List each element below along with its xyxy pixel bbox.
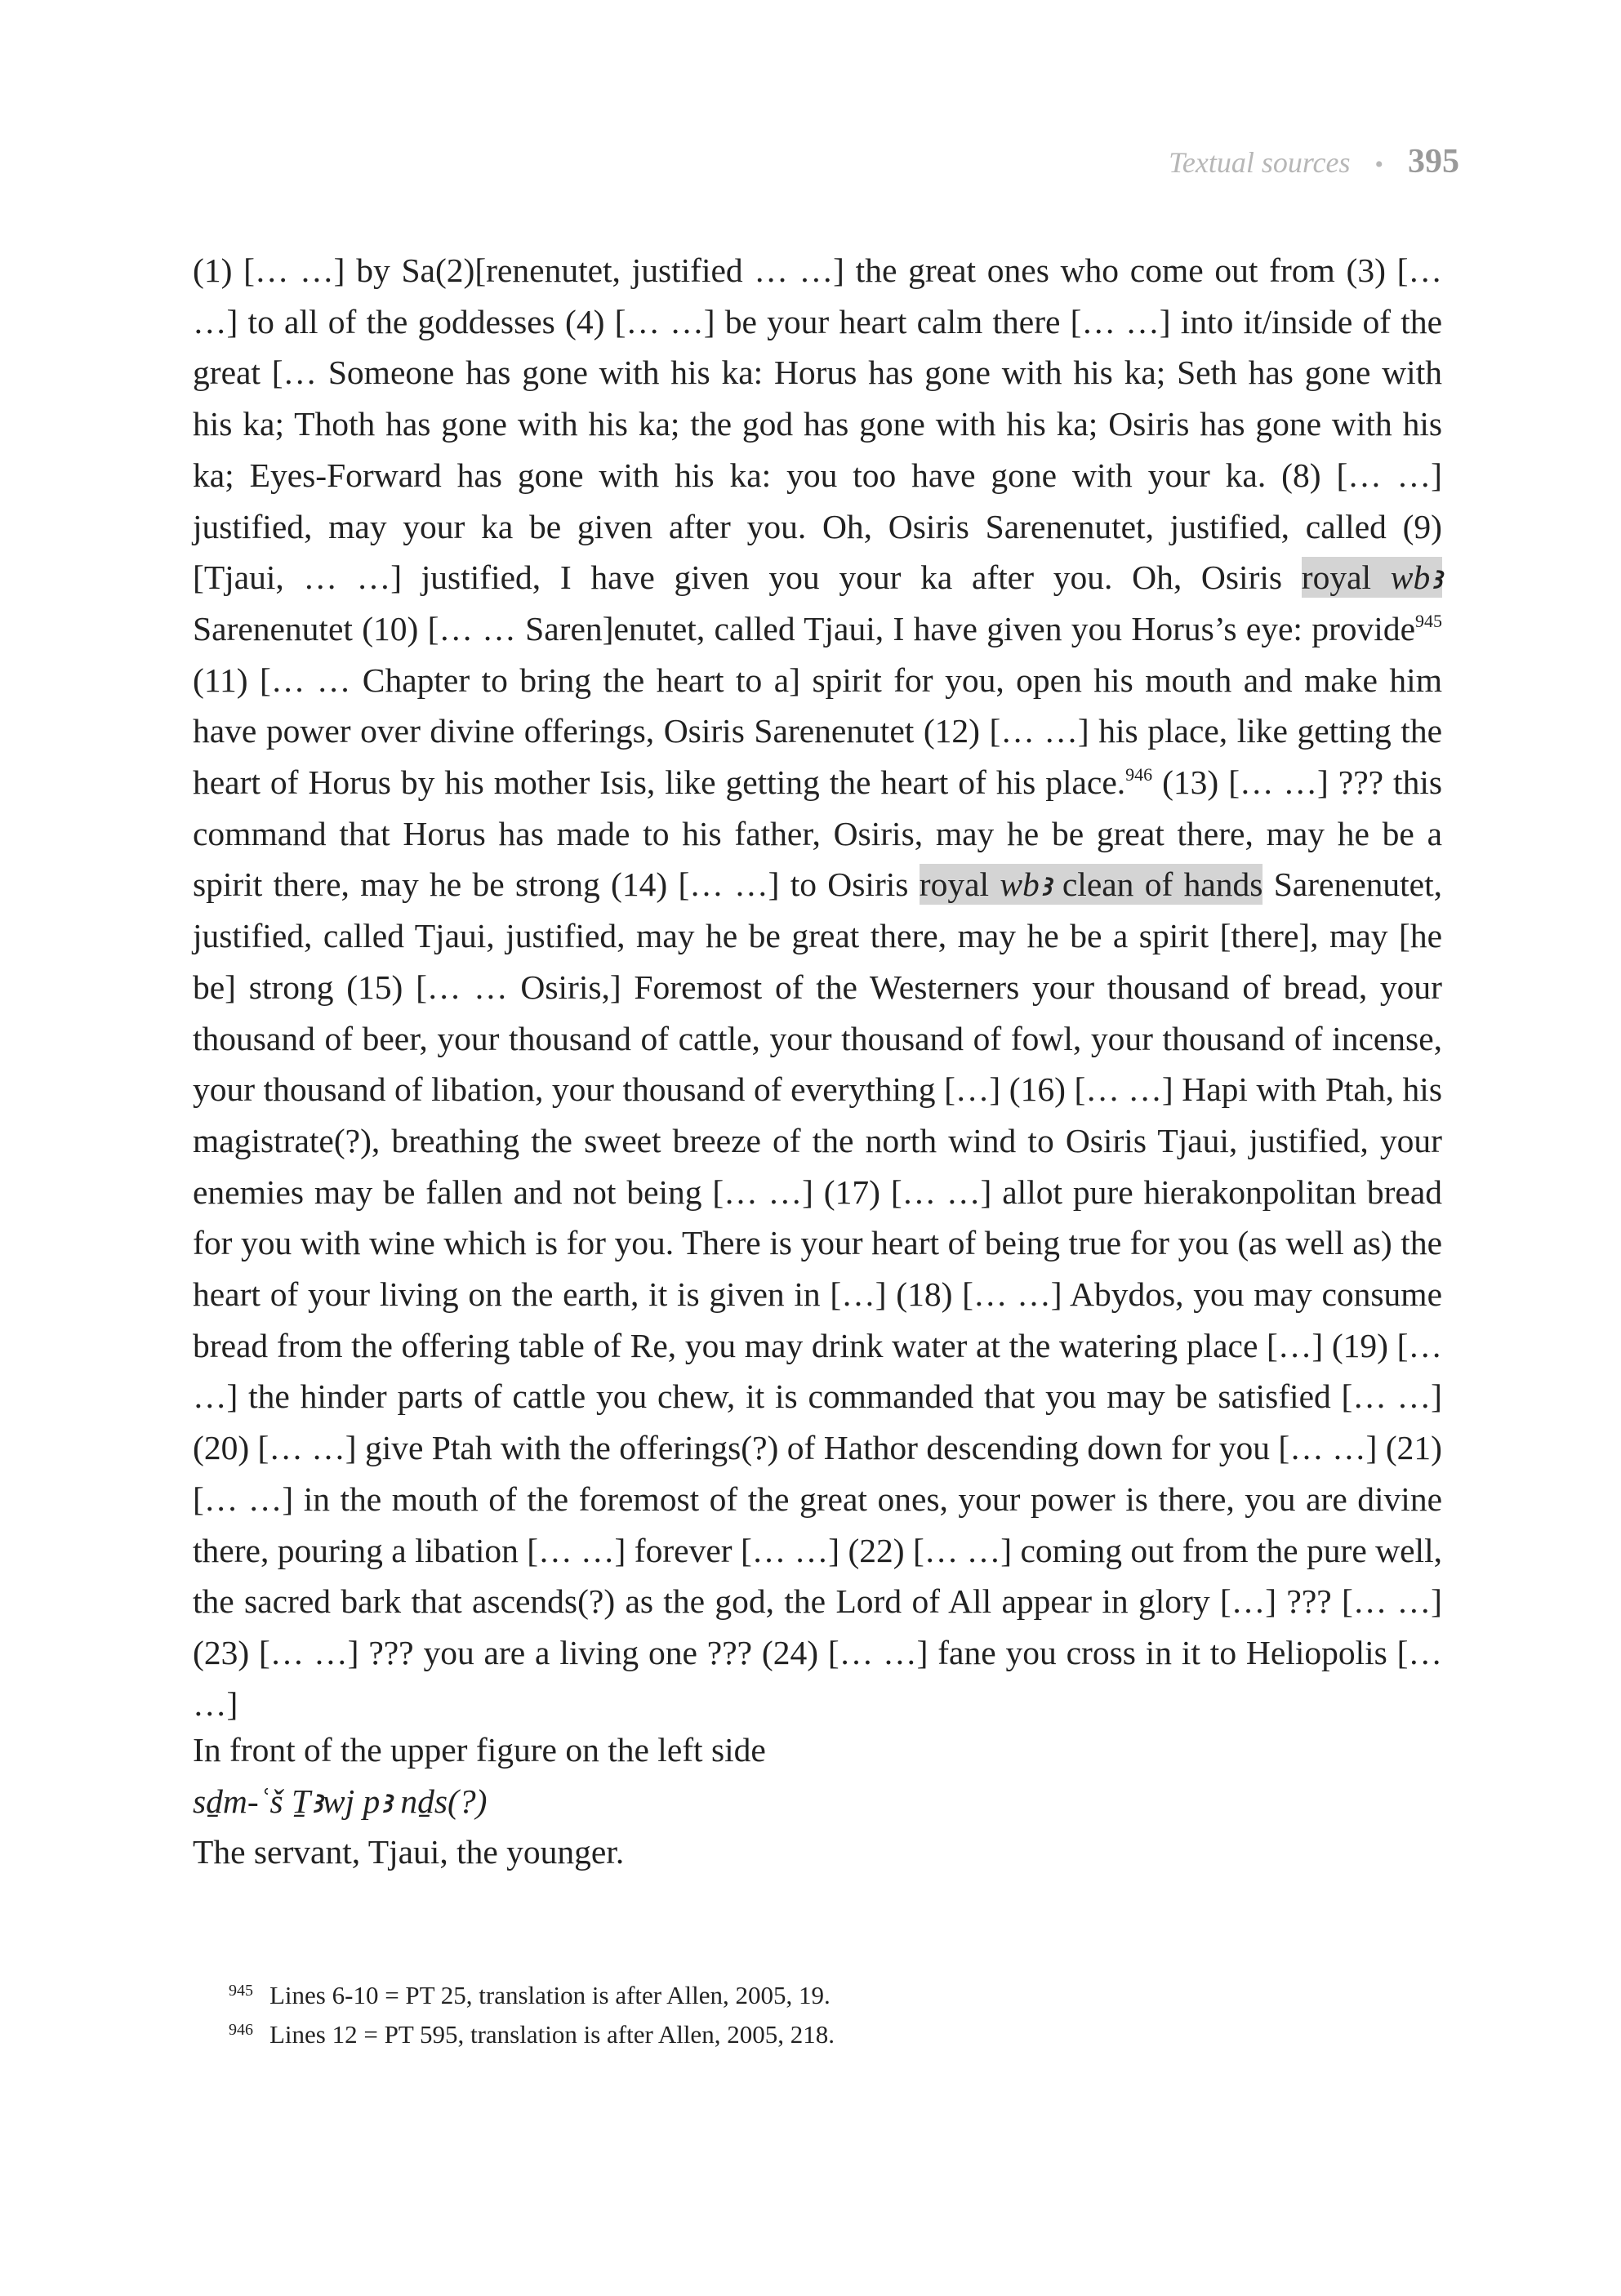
footnote-reference[interactable]: 945 <box>1415 610 1442 631</box>
highlight-text: royal <box>919 865 1000 904</box>
caption-translation: The servant, Tjaui, the younger. <box>193 1833 625 1871</box>
caption-transliteration: sḏm-ʿš Ṯꜣwj pꜣ nḏs(?) <box>193 1782 488 1820</box>
translation-body <box>193 245 1442 1729</box>
footnote <box>229 2017 1437 2056</box>
highlight-text: royal <box>1301 558 1391 597</box>
highlight-text: clean of hands <box>1051 865 1263 904</box>
translation-paragraph <box>193 245 1442 1729</box>
highlighted-phrase <box>920 864 1263 905</box>
footnote-number: 945 <box>229 1982 253 2000</box>
text-segment: (11) [… … Chapter to bring the heart to a] spirit for you, open his mouth and make him have power over divine offerings, Osiris Sarenenutet (12) [… …] his place, like getting the heart of Horus by his mother Isis, like getting the heart of his place. <box>193 661 1442 802</box>
figure-caption-block <box>193 1724 1442 1878</box>
highlighted-phrase <box>1302 557 1442 598</box>
header-bullet: • <box>1374 151 1383 178</box>
footnote-text: Lines 12 = PT 595, translation is after Allen, 2005, 218. <box>269 2020 835 2049</box>
running-title: Textual sources <box>1169 146 1351 179</box>
transliteration-term: wbꜣ <box>1390 558 1442 597</box>
footnote-reference[interactable]: 946 <box>1125 764 1153 785</box>
text-segment: Sarenenutet, justified, called Tjaui, justified, may he be great there, may he be a spirit [there], may [he be] strong (15) [… … Osiris,] Foremost of the Westerners your thousand of bread, your thousand of beer, your thousand of cattle, your thousand of fowl, your thousand of incense, your thousand of libation, your thousand of everything […] (16) [… …] Hapi with Ptah, his magistrate(?), breathing the sweet breeze of the north wind to Osiris Tjaui, justified, your enemies may be fallen and not being [… …] (17) [… …] allot pure hierakonpolitan bread for you with wine which is for you. There is your heart of being true for you (as well as) the heart of your living on the earth, it is given in […] (18) [… …] Abydos, you may consume bread from the offering table of Re, you may drink water at the watering place […] (19) [… …] the hinder parts of cattle you chew, it is commanded that you may be satisfied [… …] (20) [… …] give Ptah with the offerings(?) of Hathor descending down for you [… …] (21) [… …] in the mouth of the foremost of the great ones, your power is there, you are divine there, pouring a libation [… …] forever [… …] (22) [… …] coming out from the pure well, the sacred bark that ascends(?) as the god, the Lord of All appear in glory […] ??? [… …] (23) [… …] ??? you are a living one ??? (24) [… …] fane you cross in it to Heliopolis [… …] <box>193 865 1442 1723</box>
footnote <box>229 1978 1437 2017</box>
page-header <box>1169 142 1459 181</box>
footnote-number: 946 <box>229 2021 253 2039</box>
text-segment: (13) [… …] ??? this command that Horus has made to his father, Osiris, may he be great there, may he be a spirit there, may he be strong (14) [… …] to Osiris <box>193 763 1443 904</box>
text-segment: (1) [… …] by Sa(2)[renenutet, justified … …] the great ones who come out from (3) [… …] to all of the goddesses (4) [… …] be your heart calm there [… …] into it/inside of the great [… Someone has gone with his ka: Horus has gone with his ka; Seth has gone with his ka; Thoth has gone with his ka; the god has gone with his ka; Osiris has gone with his ka; Eyes-Forward has gone with his ka: you too have gone with your ka. (8) [… …] justified, may your ka be given after you. Oh, Osiris Sarenenutet, justified, called (9) [Tjaui, … …] justified, I have given you your ka after you. Oh, Osiris <box>193 251 1442 597</box>
footnotes <box>229 1978 1437 2056</box>
footnote-text: Lines 6-10 = PT 25, translation is after Allen, 2005, 19. <box>269 1981 831 2009</box>
caption-heading: In front of the upper figure on the left side <box>193 1731 766 1769</box>
page-number: 395 <box>1408 143 1459 180</box>
transliteration-term: wbꜣ <box>1000 865 1052 904</box>
text-segment: Sarenenutet (10) [… … Saren]enutet, called Tjaui, I have given you Horus’s eye: provide <box>193 609 1415 647</box>
